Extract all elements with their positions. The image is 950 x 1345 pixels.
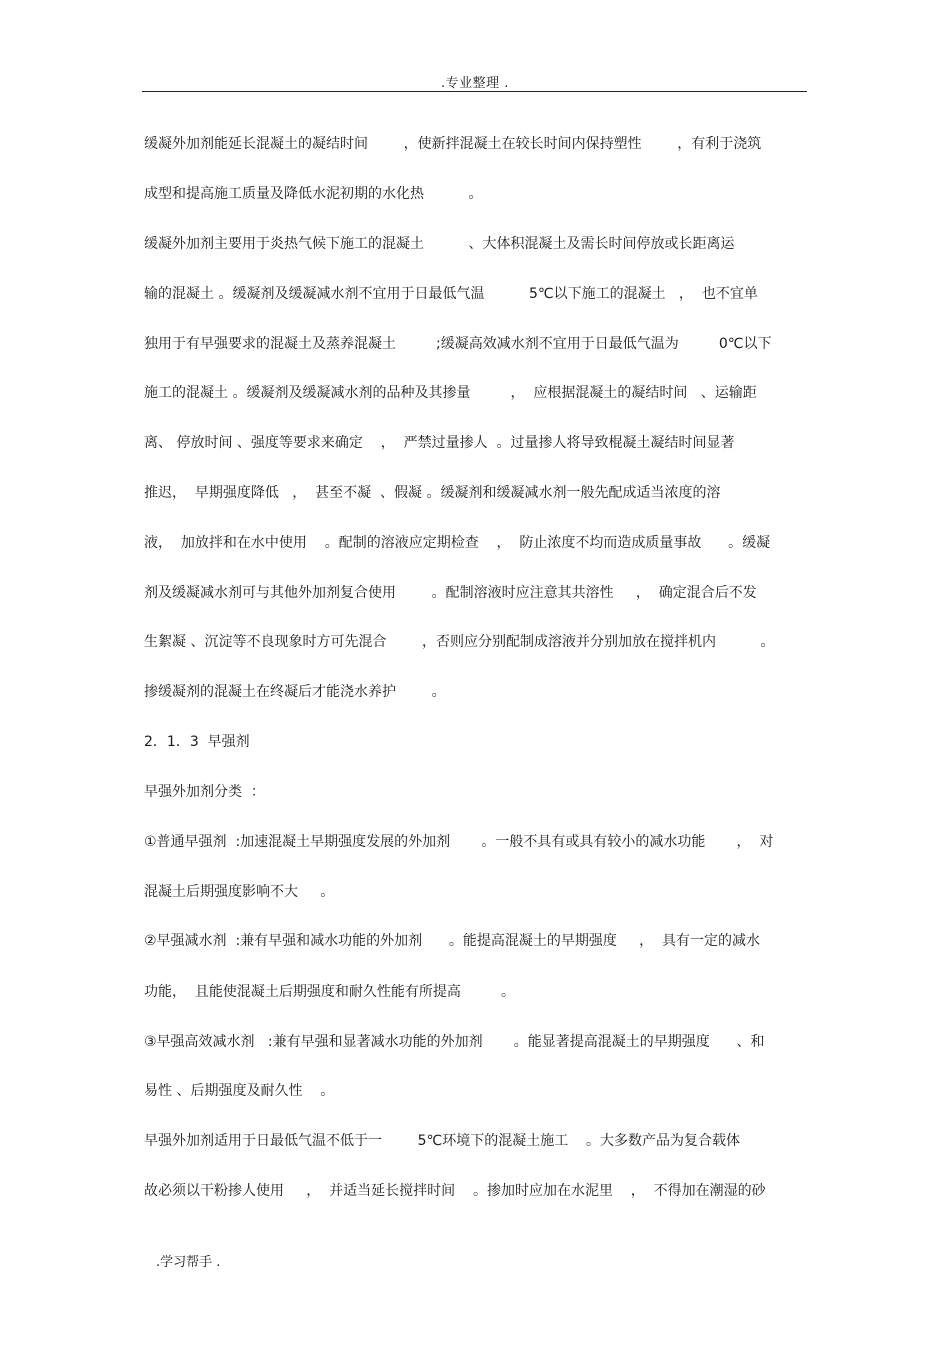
body-line: 独用于有早强要求的混凝土及蒸养混凝土 ;缓凝高效减水剂不宜用于日最低气温为 0℃以下 xyxy=(144,336,772,352)
body-line: 易性 、后期强度及耐久性 。 xyxy=(144,1083,335,1099)
body-line: 生絮凝 、沉淀等不良现象时方可先混合 ，否则应分别配制成溶液并分别加放在搅拌机内 。 xyxy=(144,634,775,650)
body-line: 早强外加剂分类 ： xyxy=(144,784,265,800)
body-line: 故必须以干粉掺人使用 ， 并适当延长搅拌时间 。掺加时应加在水泥里 ， 不得加在潮湿的砂 xyxy=(144,1183,766,1199)
page-header: .专业整理 . xyxy=(441,76,509,91)
body-line: 离、 停放时间 、强度等要求来确定 ， 严禁过量掺人 。过量掺人将导致棍凝土凝结时间显著 xyxy=(144,435,735,451)
body-line: ①普通早强剂 :加速混凝土早期强度发展的外加剂 。一般不具有或具有较小的减水功能 ， 对 xyxy=(144,834,774,850)
body-line: 剂及缓凝减水剂可与其他外加剂复合使用 。配制溶液时应注意其共溶性 ， 确定混合后不发 xyxy=(144,585,757,601)
body-line: 混凝土后期强度影响不大 。 xyxy=(144,884,335,900)
body-line: 推迟， 早期强度降低 ， 甚至不凝 、假凝 。缓凝剂和缓凝减水剂一般先配成适当浓度的溶 xyxy=(144,485,721,501)
body-line: ③早强高效减水剂 :兼有早强和显著减水功能的外加剂 。能显著提高混凝土的早期强度 、和 xyxy=(144,1034,765,1050)
body-line: 缓凝外加剂主要用于炎热气候下施工的混凝土 、大体积混凝土及需长时间停放或长距离运 xyxy=(144,236,735,252)
body-line: 缓凝外加剂能延长混凝土的凝结时间 ，使新拌混凝土在较长时间内保持塑性 ，有利于浇筑 xyxy=(144,136,762,152)
body-line: ②早强减水剂 :兼有早强和减水功能的外加剂 。能提高混凝土的早期强度 ， 具有一定的减水 xyxy=(144,933,761,949)
body-line: 掺缓凝剂的混凝土在终凝后才能浇水养护 。 xyxy=(144,684,446,700)
body-line: 输的混凝土 。缓凝剂及缓凝减水剂不宜用于日最低气温 5℃以下施工的混凝土 ， 也不宜单 xyxy=(144,286,758,302)
section-heading: 2．1．3 早强剂 xyxy=(144,734,250,750)
body-line: 液， 加放拌和在水中使用 。配制的溶液应定期检查 ， 防止浓度不均而造成质量事故 。缓凝 xyxy=(144,535,771,551)
page-footer: .学习帮手 . xyxy=(156,1255,221,1270)
body-line: 早强外加剂适用于日最低气温不低于一 5℃环境下的混凝土施工 。大多数产品为复合载体 xyxy=(144,1133,741,1149)
body-line: 施工的混凝土 。缓凝剂及缓凝减水剂的品种及其掺量 ， 应根据混凝土的凝结时间 、运输距 xyxy=(144,385,757,401)
body-line: 成型和提高施工质量及降低水泥初期的水化热 。 xyxy=(144,186,483,202)
header-divider xyxy=(142,91,807,92)
body-line: 功能， 且能使混凝土后期强度和耐久性能有所提高 。 xyxy=(144,984,515,1000)
